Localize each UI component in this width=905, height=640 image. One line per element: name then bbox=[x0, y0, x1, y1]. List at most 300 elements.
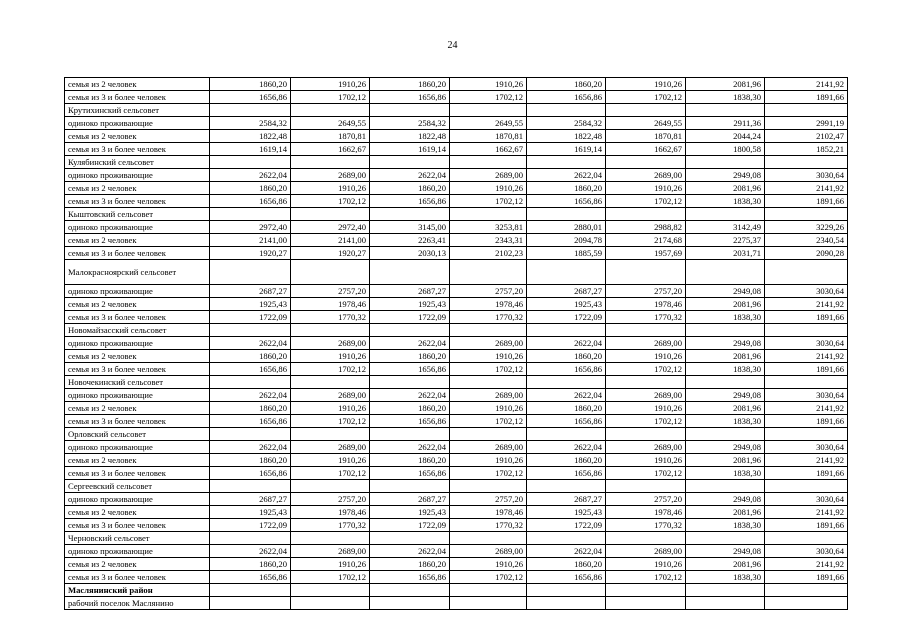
value-cell bbox=[765, 104, 848, 117]
value-cell bbox=[686, 584, 765, 597]
value-cell: 2949,08 bbox=[686, 169, 765, 182]
value-cell: 1702,12 bbox=[450, 195, 527, 208]
value-cell: 2687,27 bbox=[370, 493, 450, 506]
value-cell: 2081,96 bbox=[686, 182, 765, 195]
value-cell: 1656,86 bbox=[210, 571, 291, 584]
table-row bbox=[65, 558, 848, 571]
value-cell: 1860,20 bbox=[370, 402, 450, 415]
value-cell bbox=[606, 532, 686, 545]
value-cell: 2081,96 bbox=[686, 454, 765, 467]
value-cell: 2622,04 bbox=[210, 337, 291, 350]
value-cell: 1925,43 bbox=[370, 506, 450, 519]
value-cell: 2622,04 bbox=[210, 441, 291, 454]
value-cell: 2622,04 bbox=[527, 441, 606, 454]
value-cell: 1702,12 bbox=[606, 571, 686, 584]
value-cell bbox=[210, 532, 291, 545]
value-cell bbox=[606, 324, 686, 337]
value-cell: 2689,00 bbox=[450, 389, 527, 402]
table-body bbox=[65, 78, 848, 610]
district-header-row bbox=[65, 584, 848, 597]
value-cell: 2102,23 bbox=[450, 247, 527, 260]
table-row bbox=[65, 298, 848, 311]
row-label: семья из 2 человек bbox=[65, 182, 210, 195]
value-cell: 1891,66 bbox=[765, 91, 848, 104]
value-cell: 1702,12 bbox=[606, 415, 686, 428]
value-cell: 1860,20 bbox=[527, 182, 606, 195]
section-header-row bbox=[65, 208, 848, 221]
value-cell: 2584,32 bbox=[527, 117, 606, 130]
value-cell: 2757,20 bbox=[606, 285, 686, 298]
value-cell: 2689,00 bbox=[606, 545, 686, 558]
value-cell: 1910,26 bbox=[606, 558, 686, 571]
value-cell: 2141,92 bbox=[765, 78, 848, 91]
value-cell: 1910,26 bbox=[450, 350, 527, 363]
section-label: Орловский сельсовет bbox=[65, 428, 210, 441]
value-cell bbox=[527, 480, 606, 493]
value-cell: 2687,27 bbox=[210, 285, 291, 298]
row-label: семья из 2 человек bbox=[65, 130, 210, 143]
value-cell: 1656,86 bbox=[370, 195, 450, 208]
value-cell: 1978,46 bbox=[606, 298, 686, 311]
table-row bbox=[65, 169, 848, 182]
value-cell: 1870,81 bbox=[291, 130, 370, 143]
value-cell bbox=[210, 428, 291, 441]
value-cell: 2649,55 bbox=[291, 117, 370, 130]
value-cell bbox=[686, 532, 765, 545]
row-label: семья из 3 и более человек bbox=[65, 143, 210, 156]
value-cell: 1702,12 bbox=[606, 467, 686, 480]
value-cell: 1770,32 bbox=[291, 519, 370, 532]
value-cell: 1925,43 bbox=[210, 298, 291, 311]
table-row bbox=[65, 571, 848, 584]
table-row bbox=[65, 234, 848, 247]
value-cell: 2174,68 bbox=[606, 234, 686, 247]
value-cell: 1870,81 bbox=[606, 130, 686, 143]
row-label: одиноко проживающие bbox=[65, 221, 210, 234]
table-row bbox=[65, 182, 848, 195]
value-cell: 1702,12 bbox=[606, 195, 686, 208]
value-cell bbox=[765, 428, 848, 441]
value-cell bbox=[686, 376, 765, 389]
value-cell: 1860,20 bbox=[210, 558, 291, 571]
value-cell: 1656,86 bbox=[527, 467, 606, 480]
value-cell: 2649,55 bbox=[450, 117, 527, 130]
value-cell: 2141,92 bbox=[765, 558, 848, 571]
value-cell: 1656,86 bbox=[527, 91, 606, 104]
value-cell: 2687,27 bbox=[370, 285, 450, 298]
value-cell: 2622,04 bbox=[370, 389, 450, 402]
value-cell: 2081,96 bbox=[686, 402, 765, 415]
value-cell: 1910,26 bbox=[606, 350, 686, 363]
value-cell: 2689,00 bbox=[606, 441, 686, 454]
value-cell bbox=[291, 156, 370, 169]
value-cell: 2949,08 bbox=[686, 545, 765, 558]
value-cell: 2689,00 bbox=[291, 441, 370, 454]
value-cell bbox=[450, 428, 527, 441]
value-cell: 1822,48 bbox=[527, 130, 606, 143]
value-cell: 2340,54 bbox=[765, 234, 848, 247]
row-label: одиноко проживающие bbox=[65, 493, 210, 506]
value-cell: 1702,12 bbox=[291, 467, 370, 480]
value-cell bbox=[527, 260, 606, 285]
value-cell: 3030,64 bbox=[765, 169, 848, 182]
value-cell bbox=[686, 324, 765, 337]
value-cell: 2687,27 bbox=[527, 285, 606, 298]
value-cell bbox=[210, 584, 291, 597]
value-cell: 1870,81 bbox=[450, 130, 527, 143]
value-cell: 1656,86 bbox=[370, 415, 450, 428]
value-cell: 2094,78 bbox=[527, 234, 606, 247]
table-row bbox=[65, 493, 848, 506]
value-cell bbox=[450, 597, 527, 610]
row-label: одиноко проживающие bbox=[65, 545, 210, 558]
value-cell bbox=[527, 597, 606, 610]
value-cell: 3145,00 bbox=[370, 221, 450, 234]
value-cell bbox=[686, 428, 765, 441]
value-cell bbox=[370, 208, 450, 221]
value-cell: 1925,43 bbox=[370, 298, 450, 311]
value-cell: 2044,24 bbox=[686, 130, 765, 143]
section-label: Малокрасноярский сельсовет bbox=[65, 260, 210, 285]
value-cell: 2622,04 bbox=[527, 337, 606, 350]
value-cell: 1978,46 bbox=[291, 506, 370, 519]
value-cell bbox=[527, 376, 606, 389]
value-cell: 1910,26 bbox=[291, 402, 370, 415]
value-cell: 1860,20 bbox=[527, 350, 606, 363]
value-cell: 1925,43 bbox=[527, 298, 606, 311]
value-cell: 2689,00 bbox=[291, 545, 370, 558]
value-cell: 1656,86 bbox=[370, 91, 450, 104]
value-cell: 1656,86 bbox=[370, 467, 450, 480]
section-header-row bbox=[65, 532, 848, 545]
value-cell bbox=[210, 260, 291, 285]
value-cell: 2081,96 bbox=[686, 350, 765, 363]
value-cell: 2102,47 bbox=[765, 130, 848, 143]
value-cell: 1702,12 bbox=[450, 363, 527, 376]
value-cell: 1910,26 bbox=[450, 182, 527, 195]
value-cell: 2689,00 bbox=[291, 169, 370, 182]
value-cell bbox=[686, 260, 765, 285]
value-cell: 1656,86 bbox=[370, 571, 450, 584]
value-cell: 2584,32 bbox=[210, 117, 291, 130]
value-cell: 2689,00 bbox=[291, 389, 370, 402]
value-cell bbox=[527, 156, 606, 169]
value-cell: 1702,12 bbox=[450, 91, 527, 104]
value-cell: 2343,31 bbox=[450, 234, 527, 247]
row-label: семья из 2 человек bbox=[65, 506, 210, 519]
value-cell: 1656,86 bbox=[527, 195, 606, 208]
value-cell: 1702,12 bbox=[291, 195, 370, 208]
value-cell bbox=[291, 208, 370, 221]
value-cell: 1656,86 bbox=[210, 363, 291, 376]
table-row bbox=[65, 78, 848, 91]
value-cell: 2687,27 bbox=[210, 493, 291, 506]
value-cell: 1910,26 bbox=[291, 350, 370, 363]
value-cell: 1656,86 bbox=[210, 195, 291, 208]
value-cell: 2081,96 bbox=[686, 78, 765, 91]
value-cell: 1662,67 bbox=[606, 143, 686, 156]
row-label: одиноко проживающие bbox=[65, 285, 210, 298]
value-cell bbox=[450, 260, 527, 285]
value-cell bbox=[210, 597, 291, 610]
value-cell bbox=[210, 104, 291, 117]
table-row bbox=[65, 363, 848, 376]
value-cell: 1702,12 bbox=[291, 91, 370, 104]
value-cell bbox=[450, 208, 527, 221]
value-cell bbox=[291, 376, 370, 389]
value-cell: 2031,71 bbox=[686, 247, 765, 260]
table-row bbox=[65, 441, 848, 454]
value-cell: 2689,00 bbox=[291, 337, 370, 350]
value-cell bbox=[527, 208, 606, 221]
value-cell bbox=[291, 597, 370, 610]
value-cell: 1910,26 bbox=[450, 558, 527, 571]
value-cell: 2757,20 bbox=[291, 285, 370, 298]
value-cell: 1910,26 bbox=[291, 182, 370, 195]
value-cell: 2689,00 bbox=[450, 169, 527, 182]
table-row bbox=[65, 195, 848, 208]
value-cell: 2622,04 bbox=[527, 169, 606, 182]
value-cell bbox=[686, 104, 765, 117]
row-label: одиноко проживающие bbox=[65, 337, 210, 350]
value-cell: 2622,04 bbox=[210, 169, 291, 182]
value-cell: 3253,81 bbox=[450, 221, 527, 234]
row-label: одиноко проживающие bbox=[65, 117, 210, 130]
value-cell bbox=[291, 584, 370, 597]
row-label: семья из 3 и более человек bbox=[65, 519, 210, 532]
value-cell: 2911,36 bbox=[686, 117, 765, 130]
value-cell: 2275,37 bbox=[686, 234, 765, 247]
value-cell: 2141,00 bbox=[210, 234, 291, 247]
value-cell: 1860,20 bbox=[527, 454, 606, 467]
value-cell: 1702,12 bbox=[450, 415, 527, 428]
value-cell: 2757,20 bbox=[450, 285, 527, 298]
value-cell: 1702,12 bbox=[291, 363, 370, 376]
row-label: семья из 2 человек bbox=[65, 558, 210, 571]
value-cell bbox=[450, 324, 527, 337]
value-cell bbox=[291, 260, 370, 285]
value-cell: 1770,32 bbox=[606, 519, 686, 532]
row-label: семья из 2 человек bbox=[65, 78, 210, 91]
value-cell bbox=[606, 584, 686, 597]
value-cell: 2949,08 bbox=[686, 337, 765, 350]
section-label: Кыштовский сельсовет bbox=[65, 208, 210, 221]
value-cell: 1656,86 bbox=[370, 363, 450, 376]
value-cell: 1838,30 bbox=[686, 467, 765, 480]
value-cell: 1925,43 bbox=[210, 506, 291, 519]
section-label: Маслянинский район bbox=[65, 584, 210, 597]
value-cell bbox=[527, 584, 606, 597]
value-cell: 2689,00 bbox=[450, 545, 527, 558]
value-cell bbox=[210, 480, 291, 493]
section-header-row bbox=[65, 376, 848, 389]
value-cell: 1910,26 bbox=[606, 78, 686, 91]
value-cell: 2687,27 bbox=[527, 493, 606, 506]
value-cell bbox=[765, 584, 848, 597]
value-cell: 2081,96 bbox=[686, 506, 765, 519]
section-header-row bbox=[65, 156, 848, 169]
value-cell: 3229,26 bbox=[765, 221, 848, 234]
value-cell: 1702,12 bbox=[606, 91, 686, 104]
value-cell: 2141,92 bbox=[765, 402, 848, 415]
section-header-row bbox=[65, 428, 848, 441]
value-cell: 2689,00 bbox=[606, 169, 686, 182]
section-label: Новомайзасский сельсовет bbox=[65, 324, 210, 337]
value-cell: 1722,09 bbox=[210, 519, 291, 532]
value-cell bbox=[450, 104, 527, 117]
value-cell: 2141,92 bbox=[765, 298, 848, 311]
value-cell bbox=[527, 532, 606, 545]
value-cell: 2622,04 bbox=[370, 545, 450, 558]
row-label: семья из 3 и более человек bbox=[65, 571, 210, 584]
value-cell: 1770,32 bbox=[606, 311, 686, 324]
value-cell: 2972,40 bbox=[291, 221, 370, 234]
value-cell: 2081,96 bbox=[686, 558, 765, 571]
value-cell: 1891,66 bbox=[765, 415, 848, 428]
table-row bbox=[65, 247, 848, 260]
value-cell bbox=[606, 156, 686, 169]
value-cell: 2689,00 bbox=[606, 337, 686, 350]
row-label: одиноко проживающие bbox=[65, 389, 210, 402]
value-cell bbox=[527, 104, 606, 117]
value-cell: 2622,04 bbox=[210, 389, 291, 402]
value-cell: 1822,48 bbox=[210, 130, 291, 143]
value-cell: 2757,20 bbox=[291, 493, 370, 506]
value-cell bbox=[370, 597, 450, 610]
value-cell: 1838,30 bbox=[686, 363, 765, 376]
value-cell bbox=[370, 260, 450, 285]
value-cell bbox=[450, 532, 527, 545]
value-cell: 1885,59 bbox=[527, 247, 606, 260]
table-row bbox=[65, 402, 848, 415]
table-row bbox=[65, 545, 848, 558]
value-cell: 1656,86 bbox=[527, 571, 606, 584]
value-cell: 1770,32 bbox=[450, 519, 527, 532]
table-row bbox=[65, 389, 848, 402]
row-label: семья из 2 человек bbox=[65, 234, 210, 247]
table-row bbox=[65, 597, 848, 610]
table-row bbox=[65, 467, 848, 480]
value-cell: 2081,96 bbox=[686, 298, 765, 311]
value-cell: 2649,55 bbox=[606, 117, 686, 130]
value-cell: 3030,64 bbox=[765, 389, 848, 402]
value-cell: 2880,01 bbox=[527, 221, 606, 234]
row-label: рабочий поселок Маслянино bbox=[65, 597, 210, 610]
value-cell: 1860,20 bbox=[210, 182, 291, 195]
value-cell bbox=[370, 376, 450, 389]
row-label: семья из 3 и более человек bbox=[65, 91, 210, 104]
value-cell: 1838,30 bbox=[686, 311, 765, 324]
value-cell: 1925,43 bbox=[527, 506, 606, 519]
value-cell: 1910,26 bbox=[606, 182, 686, 195]
value-cell bbox=[606, 480, 686, 493]
value-cell: 1770,32 bbox=[450, 311, 527, 324]
value-cell: 1838,30 bbox=[686, 571, 765, 584]
value-cell: 1722,09 bbox=[210, 311, 291, 324]
value-cell: 1770,32 bbox=[291, 311, 370, 324]
value-cell: 2622,04 bbox=[527, 545, 606, 558]
value-cell: 2972,40 bbox=[210, 221, 291, 234]
value-cell: 1656,86 bbox=[210, 91, 291, 104]
value-cell: 1860,20 bbox=[210, 350, 291, 363]
row-label: одиноко проживающие bbox=[65, 169, 210, 182]
table-row bbox=[65, 350, 848, 363]
value-cell: 2988,82 bbox=[606, 221, 686, 234]
value-cell: 2622,04 bbox=[527, 389, 606, 402]
value-cell: 1662,67 bbox=[291, 143, 370, 156]
value-cell: 1910,26 bbox=[450, 454, 527, 467]
value-cell bbox=[370, 584, 450, 597]
value-cell: 1920,27 bbox=[210, 247, 291, 260]
table-row bbox=[65, 506, 848, 519]
value-cell: 1656,86 bbox=[210, 467, 291, 480]
value-cell: 1860,20 bbox=[210, 454, 291, 467]
section-header-row bbox=[65, 480, 848, 493]
row-label: семья из 3 и более человек bbox=[65, 311, 210, 324]
value-cell: 2689,00 bbox=[450, 441, 527, 454]
value-cell bbox=[527, 428, 606, 441]
row-label: семья из 2 человек bbox=[65, 350, 210, 363]
table-row bbox=[65, 91, 848, 104]
value-cell bbox=[210, 324, 291, 337]
value-cell: 1978,46 bbox=[291, 298, 370, 311]
value-cell bbox=[370, 428, 450, 441]
value-cell: 1957,69 bbox=[606, 247, 686, 260]
value-cell bbox=[450, 376, 527, 389]
value-cell: 1656,86 bbox=[527, 415, 606, 428]
row-label: семья из 2 человек bbox=[65, 454, 210, 467]
value-cell: 1891,66 bbox=[765, 519, 848, 532]
section-header-row bbox=[65, 324, 848, 337]
value-cell bbox=[765, 480, 848, 493]
value-cell bbox=[606, 208, 686, 221]
value-cell: 2757,20 bbox=[606, 493, 686, 506]
value-cell: 1702,12 bbox=[450, 467, 527, 480]
value-cell bbox=[606, 428, 686, 441]
value-cell: 1722,09 bbox=[527, 311, 606, 324]
table-row bbox=[65, 221, 848, 234]
value-cell: 3030,64 bbox=[765, 285, 848, 298]
value-cell: 2949,08 bbox=[686, 285, 765, 298]
value-cell: 1656,86 bbox=[210, 415, 291, 428]
value-cell: 1838,30 bbox=[686, 195, 765, 208]
value-cell: 2949,08 bbox=[686, 493, 765, 506]
value-cell bbox=[291, 104, 370, 117]
value-cell: 1860,20 bbox=[527, 558, 606, 571]
value-cell: 1860,20 bbox=[370, 182, 450, 195]
value-cell: 1860,20 bbox=[210, 78, 291, 91]
value-cell: 1910,26 bbox=[291, 558, 370, 571]
value-cell: 1852,21 bbox=[765, 143, 848, 156]
table-row bbox=[65, 337, 848, 350]
value-cell: 1619,14 bbox=[527, 143, 606, 156]
value-cell: 1838,30 bbox=[686, 91, 765, 104]
section-label: Кулябинский сельсовет bbox=[65, 156, 210, 169]
value-cell bbox=[686, 480, 765, 493]
value-cell: 1891,66 bbox=[765, 195, 848, 208]
value-cell: 1800,58 bbox=[686, 143, 765, 156]
value-cell bbox=[291, 324, 370, 337]
value-cell: 1702,12 bbox=[291, 571, 370, 584]
value-cell: 1722,09 bbox=[370, 519, 450, 532]
value-cell: 1860,20 bbox=[370, 558, 450, 571]
table-row bbox=[65, 415, 848, 428]
value-cell bbox=[765, 260, 848, 285]
value-cell: 2141,92 bbox=[765, 454, 848, 467]
value-cell: 1822,48 bbox=[370, 130, 450, 143]
value-cell: 2584,32 bbox=[370, 117, 450, 130]
value-cell bbox=[765, 156, 848, 169]
